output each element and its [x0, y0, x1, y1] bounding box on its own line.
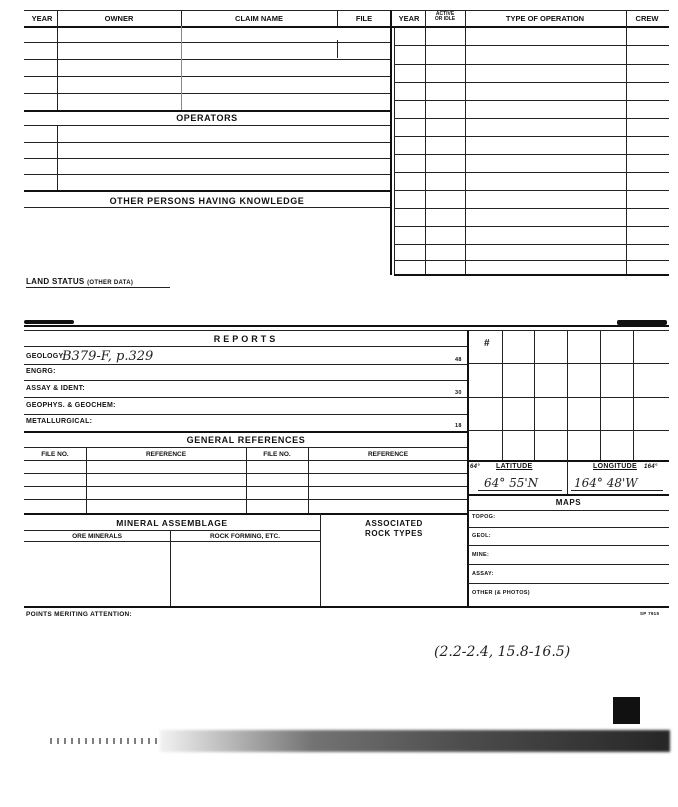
maps-row-line: [468, 583, 669, 584]
gr-bottom-rule: [24, 513, 468, 515]
grid-row-line: [468, 430, 669, 431]
owner-row-line: [24, 59, 390, 60]
maps-assay: ASSAY:: [472, 571, 494, 577]
grid-bottom-rule: [468, 460, 669, 462]
land-status-sub: (OTHER DATA): [87, 280, 134, 286]
top-rule: [24, 10, 669, 11]
mineral-assemblage-rule: [24, 530, 320, 531]
hdr-file: FILE: [355, 14, 373, 23]
assay-label: ASSAY & IDENT:: [26, 385, 86, 392]
operators-bottom-rule: [24, 190, 390, 192]
mineral-assemblage-title: MINERAL ASSEMBLAGE: [116, 518, 228, 528]
maps-row-line: [468, 564, 669, 565]
mineral-col-line: [170, 530, 171, 606]
gr-reference-2: REFERENCE: [367, 451, 409, 458]
right-row-line: [394, 190, 669, 191]
metallurgical-label: METALLURGICAL:: [26, 418, 93, 425]
reports-title-rule: [24, 346, 468, 347]
right-row-line: [394, 64, 669, 65]
right-row-line: [394, 226, 669, 227]
longitude-underline: [571, 490, 663, 491]
gr-col-line: [308, 447, 309, 513]
operators-rule: [24, 125, 390, 126]
metallurgical-rule: [24, 431, 468, 433]
reports-top-rule-2: [24, 330, 669, 331]
owner-bottom-rule: [24, 110, 390, 112]
owner-row-line: [24, 42, 390, 43]
hdr-crew: CREW: [635, 14, 659, 23]
report-row-line: [24, 397, 468, 398]
hdr-type-of-operation: TYPE OF OPERATION: [505, 14, 585, 23]
rock-forming-label: ROCK FORMING, ETC.: [209, 533, 281, 540]
gr-col-line: [86, 447, 87, 513]
longitude-value: 164° 48'W: [574, 476, 638, 490]
grid-col-line: [600, 330, 601, 460]
associated-line2: ROCK TYPES: [364, 529, 423, 538]
maps-geol: GEOL:: [472, 533, 491, 539]
other-persons-rule: [24, 207, 390, 208]
owner-row-line: [24, 76, 390, 77]
hdr-owner: OWNER: [104, 14, 134, 23]
right-row-line: [394, 154, 669, 155]
gr-reference-1: REFERENCE: [145, 451, 187, 458]
report-row-line: [24, 380, 468, 381]
long-suffix: 164°: [644, 464, 658, 470]
grid-row-line: [468, 363, 669, 364]
associated-line1: ASSOCIATED: [365, 519, 423, 528]
mineral-header-rule: [24, 541, 320, 542]
ore-minerals-label: ORE MINERALS: [72, 533, 122, 540]
maps-other: OTHER (& PHOTOS): [472, 590, 530, 596]
maps-row-line: [468, 527, 669, 528]
geology-num: 48: [455, 357, 462, 363]
other-persons-label: OTHER PERSONS HAVING KNOWLEDGE: [109, 196, 305, 206]
grid-hash: #: [484, 338, 490, 349]
right-col-line: [626, 10, 627, 275]
hdr-active-line2: OR IDLE: [434, 16, 456, 22]
operators-row-line: [24, 142, 390, 143]
right-bottom-rule: [394, 274, 669, 276]
right-row-line: [394, 136, 669, 137]
latitude-underline: [478, 490, 562, 491]
owner-col-mark: [337, 40, 338, 58]
report-row-line: [24, 414, 468, 415]
hdr-active-line1: ACTIVE: [435, 11, 455, 17]
operators-row-line: [24, 158, 390, 159]
operators-row-line: [24, 174, 390, 175]
land-status-title: LAND STATUS: [26, 277, 85, 286]
hdr-active-idle: [425, 12, 465, 22]
right-col-line: [465, 10, 466, 275]
general-references-title: GENERAL REFERENCES: [186, 435, 306, 445]
geology-label: GEOLOGY:: [26, 353, 66, 360]
hdr-right-year: YEAR: [398, 14, 420, 23]
form-code: SP 7915: [640, 611, 660, 616]
right-row-line: [394, 45, 669, 46]
torn-mark-left: [24, 320, 74, 324]
scan-marker-square: [613, 697, 640, 724]
right-row-line: [394, 82, 669, 83]
grid-row-line: [468, 397, 669, 398]
longitude-label: LONGITUDE: [593, 463, 637, 470]
maps-rule: [468, 510, 669, 511]
gr-col-line: [246, 447, 247, 513]
latitude-value: 64° 55'N: [484, 476, 539, 490]
right-row-line: [394, 118, 669, 119]
right-row-line: [394, 100, 669, 101]
owner-col-line: [57, 26, 58, 110]
hdr-claim-name: CLAIM NAME: [235, 14, 283, 23]
gr-file-no-1: FILE NO.: [41, 451, 69, 458]
col-line: [337, 10, 338, 26]
maps-row-line: [468, 545, 669, 546]
main-divider: [390, 10, 392, 275]
owner-row-line: [24, 93, 390, 94]
grid-col-line: [567, 330, 568, 460]
latlong-divider: [567, 460, 568, 494]
right-col-line: [425, 10, 426, 275]
scan-noise-band: [160, 730, 670, 752]
grid-col-line: [502, 330, 503, 460]
geology-value: B379-F, p.329: [62, 349, 154, 364]
assay-num: 30: [455, 390, 462, 396]
land-status-underline: [26, 287, 170, 288]
points-meriting-attention: POINTS MERITING ATTENTION:: [26, 611, 133, 618]
engrg-label: ENGRG:: [26, 368, 56, 375]
maps-topog: TOPOG:: [472, 514, 496, 520]
operators-label: OPERATORS: [176, 113, 238, 123]
reports-title: REPORTS: [213, 334, 279, 344]
associated-rock-types: [321, 519, 467, 539]
report-row-line: [24, 364, 468, 365]
header-rule: [24, 26, 669, 28]
owner-col-line: [181, 26, 182, 110]
latitude-label: LATITUDE: [496, 463, 533, 470]
right-row-line: [394, 260, 669, 261]
maps-title: MAPS: [555, 498, 582, 507]
gr-file-no-2: FILE NO.: [263, 451, 291, 458]
col-line: [57, 10, 58, 26]
right-row-line: [394, 244, 669, 245]
reports-top-rule: [24, 325, 669, 327]
metallurgical-num: 18: [455, 423, 462, 429]
right-row-line: [394, 208, 669, 209]
geophys-label: GEOPHYS. & GEOCHEM:: [26, 402, 116, 409]
grid-col-line: [633, 330, 634, 460]
right-row-line: [394, 172, 669, 173]
handwritten-note: (2.2-2.4, 15.8-16.5): [434, 644, 571, 660]
reports-bottom-rule: [24, 606, 669, 608]
maps-mine: MINE:: [472, 552, 490, 558]
scan-noise-dots: [50, 738, 160, 744]
grid-col-line: [534, 330, 535, 460]
lat-prefix: 64°: [470, 464, 480, 470]
col-line: [181, 10, 182, 26]
coords-bottom-rule: [468, 494, 669, 496]
operators-col-line: [57, 125, 58, 190]
land-status-label: [26, 277, 133, 286]
hdr-year: YEAR: [31, 14, 53, 23]
